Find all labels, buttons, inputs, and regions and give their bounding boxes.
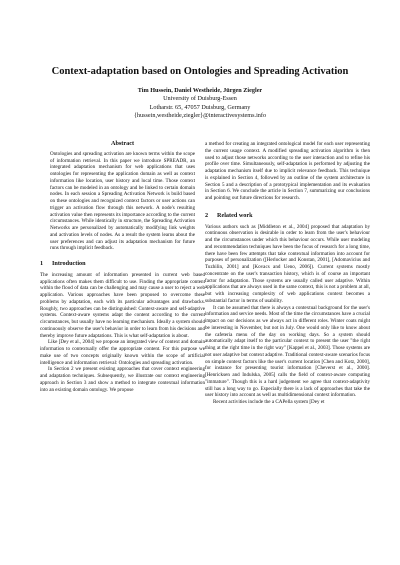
author-names: Tim Hussein, Daniel Westheide, Jürgen Ziegler: [137, 87, 263, 94]
section-heading-related-work: [205, 213, 370, 220]
section-title: Related work: [217, 211, 253, 219]
abstract-text: Ontologies and spreading activation are known terms within the scope of information retrieval. In this paper we introduce SPREADR, an integrated adaptation mechanism for web applications that uses ontologies for representing the application domain as well as context information like location, user history and local time. Those context factors can be modeled in an ontology and be linked to certain domain nodes. In each session a Spreading Activation Network is build based on these ontologies and recognized context factors or user actions can trigger an activation flow through this network. A node's resulting activation value then represents its importance according to the current circumstances. While identically in structure, the Spreading Activation Networks are personalized by automatically modifying link weights and activation levels of nodes. As a result the system learns about the user preferences and can adjust its adaptation mechanism for future runs through implicit feedback.: [50, 150, 195, 252]
affiliation: University of Duisburg-Essen: [163, 95, 237, 103]
abstract-heading: Abstract: [110, 140, 135, 147]
paper-title: Context-adaptation based on Ontologies and Spreading Activation: [51, 66, 349, 77]
author-block: [0, 87, 400, 121]
paragraph: It can be assumed that there is always a contextual background for the user's information and service needs. Most of the time the circumstances have a crucial impact on our decisions as we always act in different roles. Winter coats might be interesting in November, but not in July. One would only like to know about the cafeteria menu of the day on working days. So a system should automatically adapt itself to the particular context to present the user "the right thing at the right time in the right way" [Kappel et al., 2003]. Those systems are not user adaptive but context adaptive. Traditional context-aware scenarios focus on simple context factors like the user's current location [Chen and Kotz, 2000], for instance for presenting tourist information [Cheverst et al., 2000]. [Henricksen and Indulska, 2005] calls the field of context-aware computing "immature". Though this is a hard judgement we agree that context-adaptivity still has a long way to go. Especially there is a lack of approaches that take the user history into account as well as multidimensional context information.: [205, 304, 370, 399]
paragraph: Recent activities include the a CAPella system [Dey et: [213, 399, 325, 405]
paragraph: Like [Dey et al., 2004] we propose an integrated view of context and domain information to contextually offer the appropriate content. For this purpose we make use of two concepts originally known within the scope of artificial intelligence and information retrieval: Ontologies and spreading activation.: [40, 339, 205, 366]
section-number: 2: [205, 211, 209, 219]
left-column: [40, 141, 205, 393]
section-number: 1: [40, 260, 44, 267]
paragraph: In Section 2 we present existing approaches that cover context engineering and adaptation techniques. Subsequently, we illustrate our context engineering approach in Section 3 and show a method to integrate contextual information into an existing domain ontology. We propose: [40, 366, 205, 393]
paragraph: Various authors such as [Middleton et al., 2004] proposed that adaptation by continuous observation is desirable in order to learn from the user's behaviour and the circumstances under which this behaviour occurs. While user modeling and recommendation techniques have been the focus of research for a long time, there have been few attempts that take contextual information into account for purposes of personalization ([Herlocker and Konstan, 2001], [Adomavicius and Tuzhilin, 2001] and [Kovacs and Ueno, 2006]). Current systems mostly concentrate on the user's transaction history, which is of course an important factor for adaptation. Those systems are usually called user adaptive. Within applications that are always used in the same context, this is not a problem at all, but with increasing complexity of web applications context becomes a substantial factor in terms of usability.: [205, 223, 370, 304]
paragraph: The increasing amount of information presented in current web based applications often makes them difficult to use. Finding the appropriate content within the flood of data can be challenging and may cause a user to reject a web application. Various approaches have been proposed to overcome these problems by adaptation, each with its particular advantages and drawbacks. Roughly, two approaches can be distinguished: Context-aware and self-adaptive systems. Context-aware systems adapt the content according to the current circumstances, but usually have no learning mechanism. Ideally a system should continuously observe the user's behavior in order to learn from his decisions and thereby improve future adaptations. This is what self-adaptation is about.: [40, 271, 205, 339]
section-title: Introduction: [52, 260, 86, 267]
address: Lotharstr. 65, 47057 Duisburg, Germany: [149, 103, 251, 111]
email: {hussein,westheide,ziegler}@interactivesystems.info: [133, 112, 267, 120]
paragraph: a method for creating an integrated ontological model for each user representing the current usage context. A modified spreading activation algorithm is then used to adjust those networks according to the user interaction and to refine his profile over time. Simultaneously, self-adaptation is performed by adjusting the adaptation mechanism itself due to implicit relevance feedback. This technique is explained in Section 4, followed by an outline of the system architecture in Section 5 and a description of a prototypical implementation and its evaluation in Section 6. We conclude the article in Section 7, summarizing our conclusions and pointing out future directions for research.: [205, 141, 370, 201]
section-heading-introduction: [40, 261, 205, 268]
right-column: [205, 141, 370, 406]
